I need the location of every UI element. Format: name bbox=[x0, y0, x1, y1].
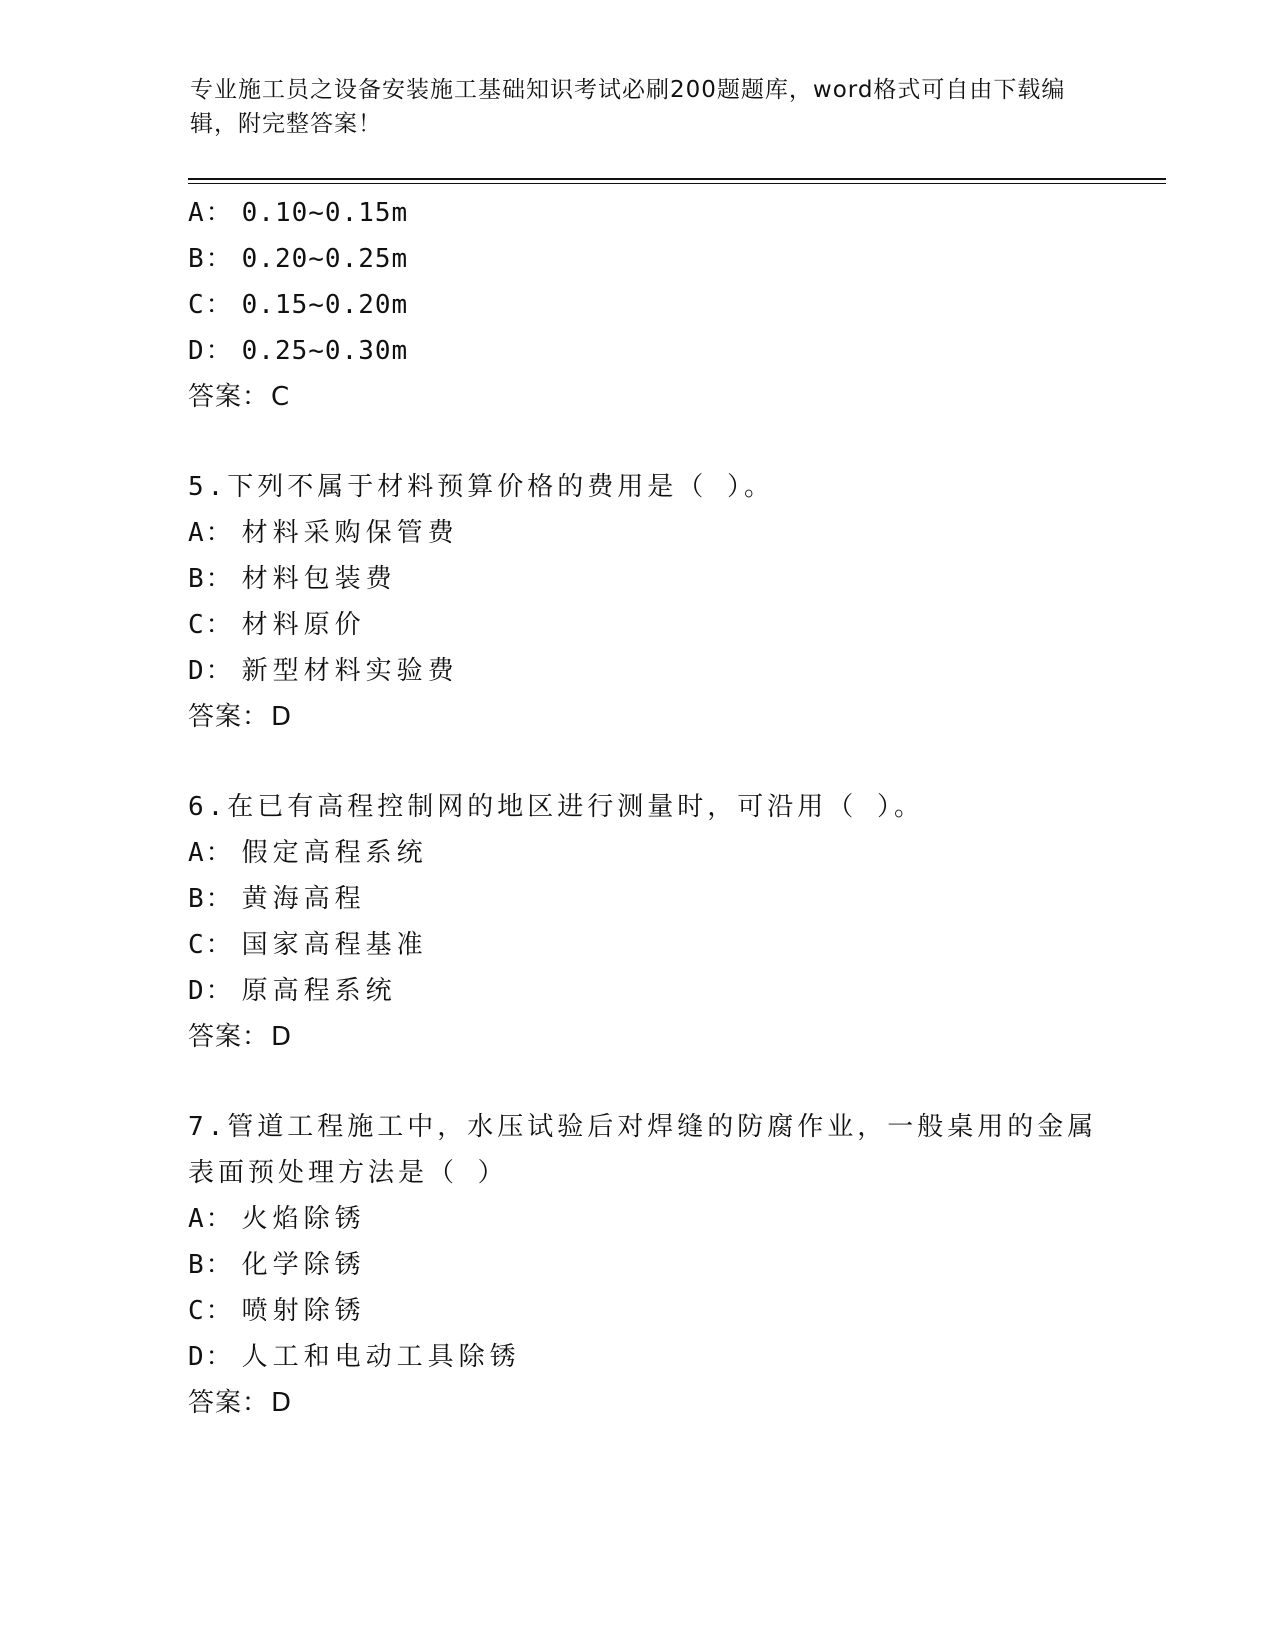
question-title: 5.下列不属于材料预算价格的费用是（ ）。 bbox=[188, 472, 774, 502]
option-key: B： bbox=[188, 244, 234, 274]
answer-value: D bbox=[271, 1022, 293, 1052]
option-text: 人工和电动工具除锈 bbox=[241, 1342, 521, 1372]
header-text: 专业施工员之设备安装施工基础知识考试必刷200题题库，word格式可自由下载编辑，附完整答案！ bbox=[190, 77, 1066, 137]
option-a bbox=[188, 190, 1118, 236]
option-text: 新型材料实验费 bbox=[241, 656, 459, 686]
document-header bbox=[190, 73, 1090, 141]
answer-value: D bbox=[271, 1388, 293, 1418]
option-text: 国家高程基准 bbox=[241, 930, 428, 960]
answer-label: 答案： bbox=[188, 1022, 270, 1052]
option-key: D： bbox=[188, 336, 234, 366]
option-key: B： bbox=[188, 884, 234, 914]
question-list bbox=[188, 190, 1118, 1426]
option-d bbox=[188, 1334, 1118, 1380]
option-text: 0.15~0.20m bbox=[241, 290, 409, 320]
option-text: 原高程系统 bbox=[241, 976, 397, 1006]
answer-line bbox=[188, 1014, 1118, 1060]
option-text: 黄海高程 bbox=[241, 884, 366, 914]
question-5 bbox=[188, 464, 1118, 740]
answer-line bbox=[188, 694, 1118, 740]
option-b bbox=[188, 876, 1118, 922]
option-text: 化学除锈 bbox=[241, 1250, 366, 1280]
answer-value: D bbox=[271, 702, 293, 732]
spacer bbox=[188, 1060, 1118, 1104]
option-c bbox=[188, 602, 1118, 648]
option-key: C： bbox=[188, 610, 234, 640]
option-key: C： bbox=[188, 1296, 234, 1326]
question-6 bbox=[188, 784, 1118, 1060]
option-c bbox=[188, 282, 1118, 328]
option-c bbox=[188, 1288, 1118, 1334]
option-key: B： bbox=[188, 564, 234, 594]
option-d bbox=[188, 328, 1118, 374]
option-key: D： bbox=[188, 656, 234, 686]
question-title: 7.管道工程施工中，水压试验后对焊缝的防腐作业，一般桌用的金属表面预处理方法是（ ） bbox=[188, 1112, 1098, 1188]
spacer bbox=[188, 420, 1118, 464]
option-text: 0.20~0.25m bbox=[241, 244, 409, 274]
option-b bbox=[188, 1242, 1118, 1288]
answer-label: 答案： bbox=[188, 702, 270, 732]
spacer bbox=[188, 740, 1118, 784]
option-text: 材料包装费 bbox=[241, 564, 397, 594]
answer-label: 答案： bbox=[188, 382, 270, 412]
option-key: B： bbox=[188, 1250, 234, 1280]
option-key: C： bbox=[188, 290, 234, 320]
question-4 bbox=[188, 190, 1118, 420]
option-a bbox=[188, 510, 1118, 556]
option-key: D： bbox=[188, 1342, 234, 1372]
question-7 bbox=[188, 1104, 1118, 1426]
option-key: A： bbox=[188, 1204, 234, 1234]
option-text: 材料采购保管费 bbox=[241, 518, 459, 548]
answer-line bbox=[188, 1380, 1118, 1426]
answer-value: C bbox=[271, 382, 291, 412]
option-key: D： bbox=[188, 976, 234, 1006]
option-b bbox=[188, 556, 1118, 602]
option-b bbox=[188, 236, 1118, 282]
option-text: 0.25~0.30m bbox=[241, 336, 409, 366]
option-c bbox=[188, 922, 1118, 968]
option-text: 0.10~0.15m bbox=[241, 198, 409, 228]
option-text: 火焰除锈 bbox=[241, 1204, 366, 1234]
option-key: A： bbox=[188, 518, 234, 548]
answer-line bbox=[188, 374, 1118, 420]
option-a bbox=[188, 830, 1118, 876]
option-key: A： bbox=[188, 838, 234, 868]
option-text: 喷射除锈 bbox=[241, 1296, 366, 1326]
option-d bbox=[188, 968, 1118, 1014]
header-divider-thin bbox=[188, 183, 1166, 184]
header-divider-thick bbox=[188, 178, 1166, 180]
option-text: 材料原价 bbox=[241, 610, 366, 640]
option-key: A： bbox=[188, 198, 234, 228]
option-d bbox=[188, 648, 1118, 694]
option-text: 假定高程系统 bbox=[241, 838, 428, 868]
option-a bbox=[188, 1196, 1118, 1242]
question-title: 6.在已有高程控制网的地区进行测量时，可沿用（ ）。 bbox=[188, 792, 924, 822]
answer-label: 答案： bbox=[188, 1388, 270, 1418]
option-key: C： bbox=[188, 930, 234, 960]
